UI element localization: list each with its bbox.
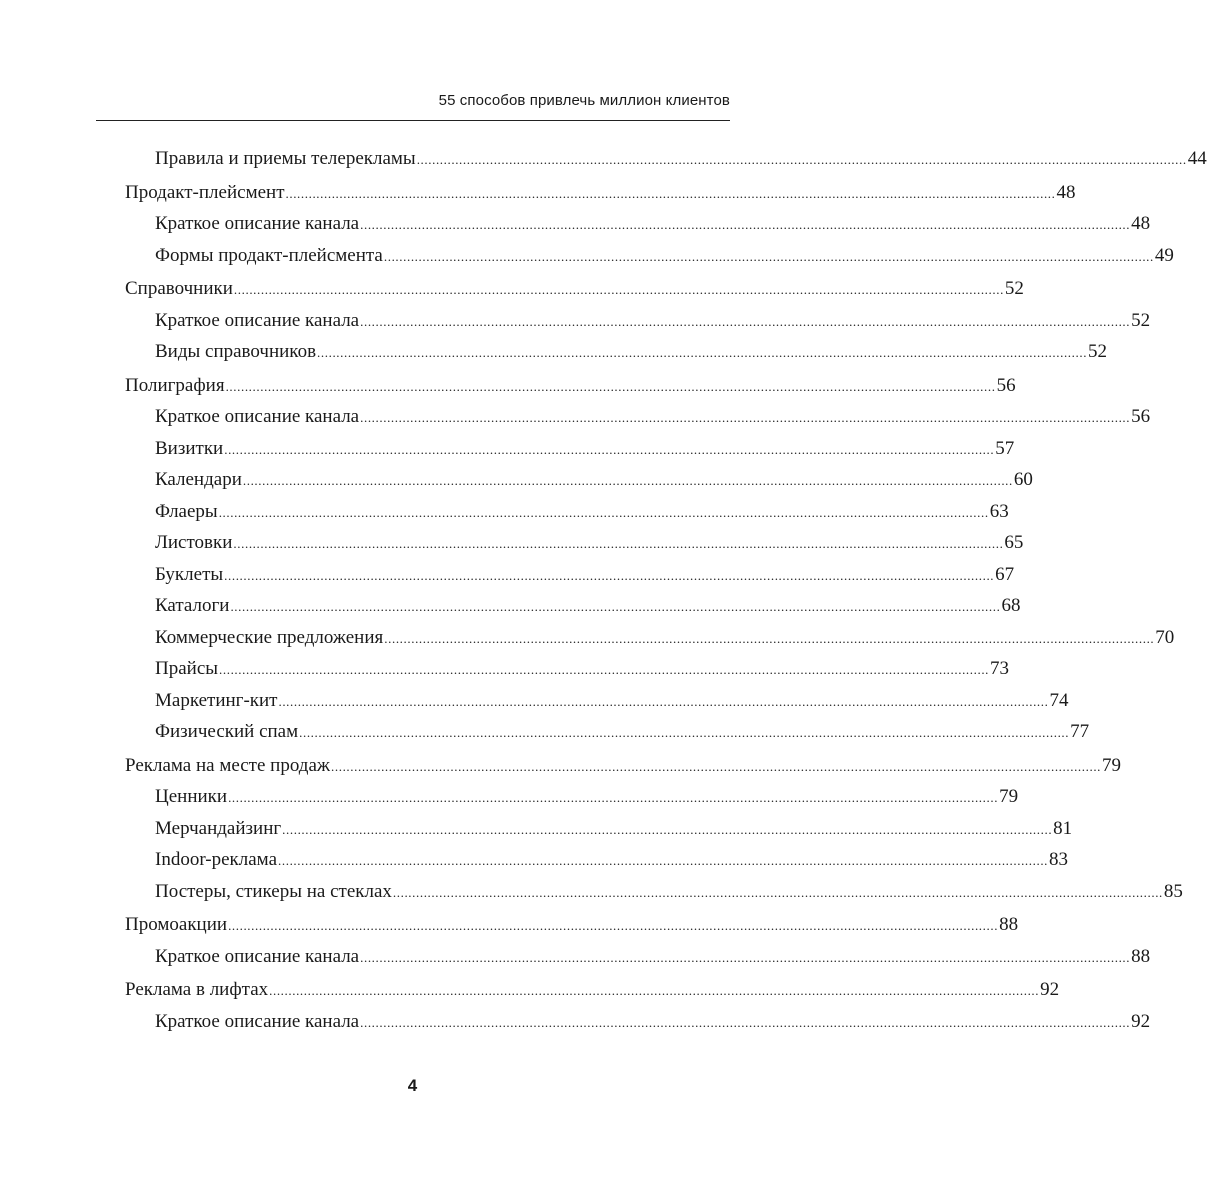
dot-leader: ........................................................................................................................................................................................................	[360, 1014, 1131, 1030]
toc-entry-page: 85	[1163, 880, 1183, 902]
toc-entry-page: 79	[1102, 754, 1122, 776]
dot-leader: ........................................................................................................................................................................................................	[416, 152, 1187, 167]
toc-entry-title: Листовки	[155, 532, 233, 553]
table-of-contents	[125, 143, 1207, 1037]
toc-subsection	[125, 305, 1151, 337]
toc-entry-title: Календари	[155, 469, 242, 490]
dot-leader: ........................................................................................................................................................................................................	[230, 599, 1001, 614]
toc-entry-title: Буклеты	[155, 563, 224, 585]
toc-entry-page: 77	[1070, 721, 1090, 742]
dot-leader: ........................................................................................................................................................................................................	[360, 949, 1131, 965]
toc-entry-page: 48	[1131, 213, 1151, 234]
toc-subsection	[125, 590, 1021, 622]
running-header: 55 способов привлечь миллион клиентов	[438, 92, 730, 109]
toc-subsection	[125, 653, 1010, 685]
toc-subsection	[125, 240, 1174, 272]
toc-entry-title: Краткое описание канала	[155, 309, 360, 331]
toc-entry-title: Промоакции	[125, 914, 228, 935]
dot-leader: ........................................................................................................................................................................................................	[228, 918, 999, 933]
toc-subsection	[125, 813, 1073, 845]
dot-leader: ........................................................................................................................................................................................................	[269, 983, 1040, 998]
dot-leader: ........................................................................................................................................................................................................	[225, 378, 996, 394]
toc-entry-title: Коммерческие предложения	[155, 626, 384, 648]
toc-entry-page: 70	[1155, 626, 1175, 648]
toc-subsection	[125, 941, 1151, 973]
dot-leader: ........................................................................................................................................................................................................	[360, 410, 1131, 425]
dot-leader: ........................................................................................................................................................................................................	[285, 185, 1056, 201]
toc-subsection	[125, 401, 1151, 433]
toc-entry-title: Маркетинг-кит	[155, 689, 278, 711]
dot-leader: ........................................................................................................................................................................................................	[360, 313, 1131, 329]
toc-entry-page: 74	[1049, 689, 1069, 711]
dot-leader: ........................................................................................................................................................................................................	[233, 282, 1004, 297]
toc-entry-title: Правила и приемы телерекламы	[155, 148, 416, 169]
toc-subsection	[125, 336, 1108, 368]
toc-entry-title: Прайсы	[155, 658, 219, 679]
toc-entry-title: Физический спам	[155, 721, 299, 742]
toc-entry-page: 52	[1088, 341, 1108, 362]
toc-subsection	[125, 464, 1033, 496]
toc-entry-page: 68	[1001, 595, 1021, 616]
toc-entry-page: 83	[1049, 849, 1069, 870]
toc-entry-title: Виды справочников	[155, 341, 317, 362]
toc-subsection	[125, 1006, 1151, 1038]
toc-subsection	[125, 527, 1024, 559]
toc-subsection	[125, 685, 1069, 717]
dot-leader: ........................................................................................................................................................................................................	[331, 758, 1102, 774]
toc-entry-page: 57	[995, 437, 1015, 459]
toc-entry-page: 92	[1131, 1010, 1151, 1032]
toc-entry-title: Реклама в лифтах	[125, 979, 269, 1000]
toc-section	[125, 273, 1024, 305]
toc-entry-page: 65	[1004, 532, 1024, 553]
dot-leader: ........................................................................................................................................................................................................	[383, 248, 1154, 264]
dot-leader: ........................................................................................................................................................................................................	[299, 725, 1070, 740]
dot-leader: ........................................................................................................................................................................................................	[317, 345, 1088, 360]
dot-leader: ........................................................................................................................................................................................................	[360, 217, 1131, 232]
toc-entry-title: Справочники	[125, 278, 233, 299]
toc-entry-title: Формы продакт-плейсмента	[155, 244, 383, 266]
toc-subsection	[125, 781, 1019, 813]
toc-entry-page: 67	[995, 563, 1015, 585]
dot-leader: ........................................................................................................................................................................................................	[224, 567, 995, 583]
toc-subsection	[125, 208, 1151, 240]
toc-subsection	[125, 559, 1015, 591]
dot-leader: ........................................................................................................................................................................................................	[384, 630, 1155, 646]
toc-section	[125, 909, 1019, 941]
toc-subsection	[125, 876, 1183, 908]
toc-subsection	[125, 496, 1009, 528]
toc-entry-title: Флаеры	[155, 500, 218, 522]
header-rule	[96, 120, 730, 121]
toc-entry-page: 52	[1131, 309, 1151, 331]
dot-leader: ........................................................................................................................................................................................................	[218, 504, 989, 520]
toc-entry-title: Каталоги	[155, 595, 230, 616]
toc-section	[125, 750, 1122, 782]
dot-leader: ........................................................................................................................................................................................................	[278, 693, 1049, 709]
toc-entry-title: Реклама на месте продаж	[125, 754, 331, 776]
toc-entry-title: Краткое описание канала	[155, 406, 360, 427]
toc-entry-page: 73	[990, 658, 1010, 679]
toc-entry-title: Визитки	[155, 437, 224, 459]
toc-entry-page: 56	[1131, 406, 1151, 427]
toc-entry-page: 52	[1004, 278, 1024, 299]
toc-entry-page: 81	[1053, 817, 1073, 839]
dot-leader: ........................................................................................................................................................................................................	[278, 853, 1049, 868]
toc-entry-page: 63	[989, 500, 1009, 522]
toc-subsection	[125, 716, 1090, 748]
toc-entry-page: 56	[996, 374, 1016, 396]
dot-leader: ........................................................................................................................................................................................................	[219, 662, 990, 677]
toc-entry-page: 92	[1040, 979, 1060, 1000]
toc-section	[125, 177, 1076, 209]
toc-subsection	[125, 622, 1175, 654]
toc-entry-page: 88	[999, 914, 1019, 935]
toc-entry-title: Краткое описание канала	[155, 945, 360, 967]
toc-entry-page: 44	[1187, 148, 1207, 169]
dot-leader: ........................................................................................................................................................................................................	[282, 821, 1053, 837]
toc-section	[125, 974, 1060, 1006]
dot-leader: ........................................................................................................................................................................................................	[228, 790, 999, 805]
page-number: 4	[407, 1076, 418, 1095]
dot-leader: ........................................................................................................................................................................................................	[224, 441, 995, 457]
toc-subsection	[125, 433, 1015, 465]
toc-entry-title: Постеры, стикеры на стеклах	[155, 880, 392, 902]
toc-entry-title: Краткое описание канала	[155, 213, 360, 234]
toc-entry-page: 49	[1154, 244, 1174, 266]
toc-entry-title: Ценники	[155, 786, 228, 807]
toc-entry-page: 88	[1131, 945, 1151, 967]
toc-entry-page: 60	[1013, 469, 1033, 490]
toc-entry-page: 79	[999, 786, 1019, 807]
toc-subsection	[125, 143, 1207, 175]
toc-entry-title: Краткое описание канала	[155, 1010, 360, 1032]
dot-leader: ........................................................................................................................................................................................................	[233, 536, 1004, 551]
toc-entry-title: Продакт-плейсмент	[125, 181, 285, 203]
dot-leader: ........................................................................................................................................................................................................	[392, 884, 1163, 900]
toc-entry-page: 48	[1056, 181, 1076, 203]
dot-leader: ........................................................................................................................................................................................................	[242, 473, 1013, 488]
toc-subsection	[125, 844, 1069, 876]
toc-entry-title: Indoor-реклама	[155, 849, 278, 870]
toc-entry-title: Полиграфия	[125, 374, 225, 396]
toc-entry-title: Мерчандайзинг	[155, 817, 282, 839]
toc-section	[125, 370, 1016, 402]
